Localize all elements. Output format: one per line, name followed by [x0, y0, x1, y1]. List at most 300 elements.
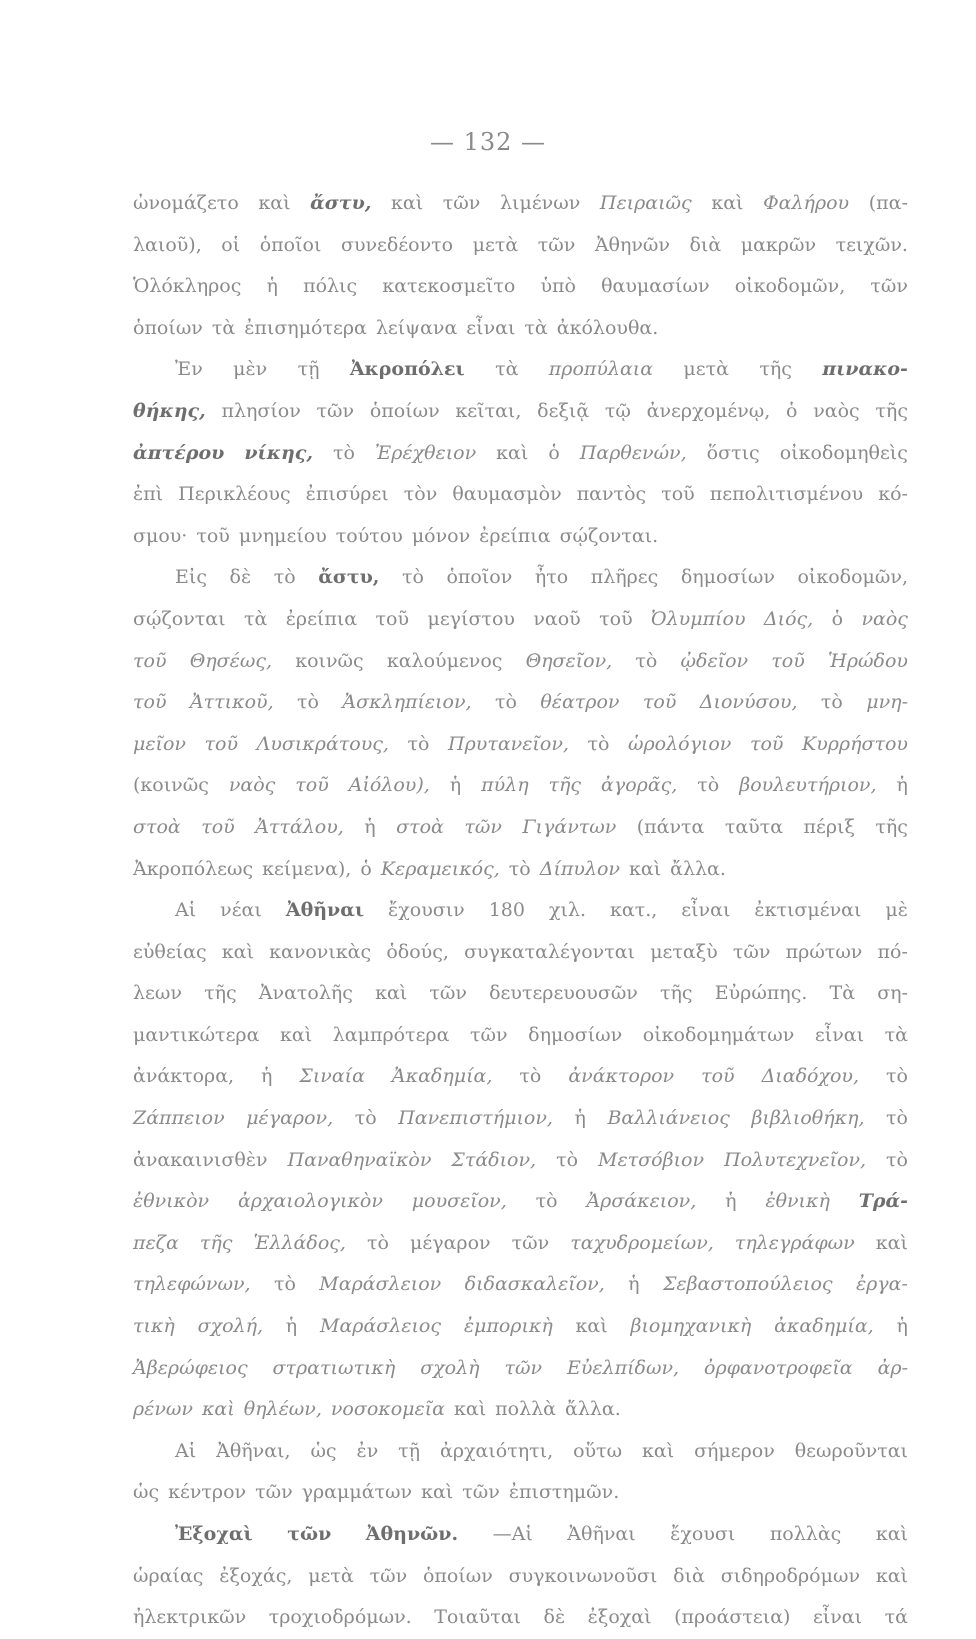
word: ἐρείπια — [479, 524, 551, 547]
word: ἐπὶ — [133, 483, 164, 506]
word: τῆς — [875, 815, 908, 838]
word: Φαλήρου — [763, 192, 850, 214]
word: διδασκαλεῖον, — [464, 1273, 605, 1296]
word: καὶ — [201, 1398, 235, 1421]
word: Ἀθηνῶν — [594, 233, 670, 256]
word: κέντρον — [168, 1481, 247, 1504]
word: ὡς — [310, 1439, 337, 1462]
word: οἰκοδομημάτων — [642, 1023, 795, 1046]
word: τῇ — [297, 358, 320, 381]
word: Τὰ — [829, 982, 856, 1005]
word: σχολὴ — [420, 1356, 480, 1379]
text-line — [133, 1181, 908, 1223]
word: ὑπὸ — [540, 275, 576, 298]
word: τικὴ — [133, 1315, 175, 1338]
word: τὸ — [354, 1107, 377, 1130]
word: μέγαρον — [410, 1231, 491, 1254]
word: τῆς — [204, 982, 237, 1005]
word: Δίπυλον — [539, 857, 620, 880]
word: καὶ — [628, 857, 662, 880]
word: καὶ — [391, 192, 424, 214]
word: Θησέως, — [189, 649, 273, 672]
word: βουλευτήριον, — [739, 774, 877, 797]
word: ἄστυ, — [318, 566, 380, 589]
text-line — [133, 391, 908, 433]
word: τὸ — [886, 1148, 908, 1171]
word: ὁ — [548, 441, 560, 464]
word: τὸ — [273, 1273, 296, 1296]
word: στοὰ — [396, 815, 444, 838]
word: μόνον — [411, 524, 471, 547]
word: Ἐν — [175, 358, 203, 381]
word: τροχιοδρόμων. — [268, 1606, 412, 1629]
word: τῆς — [548, 774, 582, 797]
word: τῶν — [255, 1481, 293, 1504]
word: συγκαταλέγονται — [464, 940, 636, 963]
word: καὶ — [575, 1315, 608, 1338]
word: Κυρρήστου — [802, 732, 908, 755]
word: ἠλεκτρικῶν — [133, 1606, 247, 1629]
word: τῶν — [504, 1356, 543, 1379]
word: τῇ — [398, 1439, 421, 1462]
word: τῆς — [660, 982, 693, 1005]
text-line — [133, 557, 908, 599]
word: ἡ — [574, 1107, 586, 1130]
word: ὡρολόγιον — [627, 732, 732, 755]
word: τοῦ — [133, 691, 167, 714]
word: τὸ — [556, 1148, 579, 1171]
text-line — [133, 1514, 908, 1556]
word: τὸ — [297, 691, 319, 714]
word: 180 — [488, 899, 525, 922]
word: δὲ — [543, 1606, 566, 1629]
word: τῷ — [604, 399, 631, 422]
word: τὸ — [508, 857, 531, 880]
word: τὸ — [273, 566, 296, 589]
word: πλῆρες — [590, 566, 659, 589]
word: Ἀκροπόλει — [349, 358, 465, 381]
word: ἡ — [449, 774, 462, 797]
word: σῴζονται. — [559, 524, 659, 547]
word: Τρά- — [858, 1190, 908, 1213]
word: στρατιωτικὴ — [272, 1356, 396, 1379]
text-line — [133, 1140, 908, 1182]
text-line — [133, 1223, 908, 1265]
word: ρένων — [133, 1398, 193, 1421]
text-line — [133, 1015, 908, 1057]
word: ἐξοχαὶ — [587, 1606, 652, 1629]
word: μὲ — [885, 899, 908, 922]
word: οἱ — [221, 233, 241, 256]
word: Μαράσλειον — [319, 1273, 442, 1296]
page-number: — 132 — — [429, 128, 547, 156]
word: καὶ — [641, 1439, 675, 1462]
word: Κεραμεικός, — [380, 857, 500, 880]
word: Ὁλόκληρος — [133, 275, 242, 298]
word: Ἐρέχθειον — [374, 441, 477, 464]
word: ὁποῖον — [446, 566, 513, 589]
word: τῶν — [369, 1564, 408, 1587]
word: λαιοῦ), — [133, 233, 202, 256]
word: δεξιᾷ — [537, 399, 590, 422]
page-body-text — [133, 183, 908, 1639]
word: ἡ — [896, 774, 908, 797]
word: Ζάππειον — [133, 1107, 225, 1130]
word: καὶ — [280, 1023, 313, 1046]
text-line — [133, 682, 908, 724]
word: μνη- — [866, 691, 908, 714]
word: καὶ — [875, 1523, 908, 1545]
word: παντὸς — [576, 483, 647, 506]
word: τῶν — [469, 1023, 508, 1046]
word: ἐθνικὸν — [133, 1190, 210, 1213]
word: τῶν — [462, 1481, 500, 1504]
word: καλούμενος — [386, 649, 503, 672]
word: τὸ — [885, 1065, 908, 1088]
word: καὶ — [875, 1564, 908, 1587]
word: Αἰόλου), — [348, 774, 430, 797]
word: καὶ — [421, 1481, 454, 1504]
word: τῶν — [287, 1523, 332, 1545]
word: σήμερον — [694, 1439, 775, 1462]
word: καὶ — [221, 940, 254, 963]
word: τὸ — [333, 441, 355, 464]
word: Εὐελπίδων, — [566, 1356, 680, 1379]
word: νέαι — [220, 899, 262, 922]
text-line — [133, 1472, 908, 1514]
word: κατεκοσμεῖτο — [382, 275, 516, 298]
word: ἦτο — [534, 566, 569, 589]
word: Ἀθηνῶν. — [365, 1523, 459, 1545]
word: λιμένων — [499, 192, 581, 214]
word: μουσεῖον, — [411, 1190, 507, 1213]
word: τὸ — [635, 649, 658, 672]
word: πέριξ — [803, 815, 855, 838]
word: ἐμπορικὴ — [463, 1315, 553, 1338]
word: Θησεῖον, — [525, 649, 613, 672]
word: Μαράσλειος — [319, 1315, 442, 1338]
word: τειχῶν. — [835, 233, 908, 256]
text-line — [133, 849, 908, 891]
word: ἐκτισμέναι — [754, 899, 862, 922]
word: ἀπτέρου — [133, 441, 225, 464]
word: ὀρφανοτροφεῖα — [704, 1356, 853, 1379]
word: νοσοκομεῖα — [330, 1398, 445, 1421]
word: ἀρχαιολογικὸν — [237, 1190, 383, 1213]
word: ἀγορᾶς, — [601, 774, 678, 797]
word: τῶν — [464, 815, 502, 838]
word: πύλη — [481, 774, 529, 797]
word: Πειραιῶς — [599, 192, 692, 214]
word: ὁ — [831, 607, 844, 630]
word: τῶν — [442, 192, 481, 214]
word: Διαδόχου, — [761, 1065, 859, 1088]
word: οἰκοδομῶν, — [734, 275, 846, 298]
word: Γιγάντων — [522, 815, 617, 838]
word: ναὸς — [861, 607, 908, 630]
text-line — [133, 1556, 908, 1598]
word: ἀρ- — [877, 1356, 908, 1379]
word: ὁποίων — [422, 1564, 493, 1587]
text-line — [133, 1264, 908, 1306]
word: ὡς — [133, 1481, 160, 1504]
word: κείμενα), — [262, 857, 352, 880]
word: ἡ — [261, 1065, 273, 1088]
word: βιομηχανικὴ — [630, 1315, 752, 1338]
word: ἐπιστημῶν. — [508, 1481, 620, 1504]
word: θηλέων, — [243, 1398, 322, 1421]
word: ἐπισύρει — [305, 483, 389, 506]
word: ἡ — [285, 1315, 298, 1338]
word: ἀρχαιότητι, — [440, 1439, 554, 1462]
word: ναὸς — [813, 399, 860, 422]
word: πολλὰς — [769, 1523, 842, 1545]
word: τὸ — [367, 1231, 389, 1254]
word: ἐργα- — [855, 1273, 908, 1296]
word: Ἑλλάδος, — [253, 1231, 346, 1254]
text-line — [133, 1348, 908, 1390]
word: τῆς — [875, 399, 908, 422]
word: τοῦ — [749, 732, 784, 755]
text-line — [133, 433, 908, 475]
word: Εἰς — [175, 566, 207, 589]
text-line — [133, 225, 908, 267]
word: Παναθηναϊκὸν — [287, 1148, 432, 1171]
word: τὸ — [587, 732, 610, 755]
word: ὡραίας — [133, 1564, 204, 1587]
word: μαντικώτερα — [133, 1023, 260, 1046]
word: νίκης, — [244, 441, 313, 464]
word: ᾠδεῖον — [680, 649, 749, 672]
word: Παρθενών, — [579, 441, 687, 464]
word: λαμπρότερα — [332, 1023, 450, 1046]
word: Ἀττικοῦ, — [189, 691, 274, 714]
word: πό- — [877, 940, 908, 963]
word: τῶν — [429, 982, 467, 1005]
word: Ἀττάλου, — [255, 815, 344, 838]
word: σιδηροδρόμων — [720, 1564, 860, 1587]
word: Πρυτανεῖον, — [448, 732, 569, 755]
word: θεωροῦνται — [794, 1439, 908, 1462]
text-line — [133, 349, 908, 391]
word: εἶναι — [814, 1023, 865, 1046]
word: κεῖται, — [455, 399, 522, 422]
word: ἄλλα. — [565, 1398, 621, 1421]
word: μεταξὺ — [650, 940, 718, 963]
word: Ἀθῆναι — [567, 1523, 636, 1545]
word: τὰ — [211, 316, 236, 339]
word: τὰ — [243, 607, 268, 630]
word: ὁ — [360, 857, 372, 880]
word: ὠνομάζετο — [133, 192, 239, 214]
word: Σιναία — [299, 1065, 365, 1088]
text-line — [133, 1306, 908, 1348]
text-line — [133, 1389, 908, 1431]
word: τοῦ — [599, 607, 633, 630]
word: τοῦ — [701, 1065, 735, 1088]
word: ἡ — [628, 1273, 640, 1296]
word: ὁποίων — [133, 316, 203, 339]
word: μνημείου — [238, 524, 327, 547]
word: Βαλλιάνειος — [607, 1107, 730, 1130]
word: τὸ — [519, 1065, 542, 1088]
word: μὲν — [233, 358, 268, 381]
word: τὸ — [697, 774, 720, 797]
word: Ἀθῆναι, — [216, 1439, 291, 1462]
word: θέατρον — [540, 691, 620, 714]
text-line — [133, 599, 908, 641]
word: τά — [884, 1606, 908, 1629]
word: οὕτω — [573, 1439, 623, 1462]
word: Εὐρώπης. — [714, 982, 808, 1005]
text-line — [133, 641, 908, 683]
word: —Αἱ — [492, 1523, 533, 1545]
word: τὸ — [535, 1190, 558, 1213]
word: εἶναι — [812, 1606, 863, 1629]
word: δευτερευουσῶν — [489, 982, 638, 1005]
word: Ἀνατολῆς — [258, 982, 353, 1005]
word: τοῦ — [133, 649, 167, 672]
word: κανονικὰς — [269, 940, 372, 963]
word: Διός, — [763, 607, 814, 630]
word: πλησίον — [221, 399, 301, 422]
word: τὸ — [401, 566, 424, 589]
word: θήκης, — [133, 399, 206, 422]
word: χιλ. — [548, 899, 586, 922]
word: ἀνακαινισθὲν — [133, 1148, 268, 1171]
word: τούτου — [335, 524, 403, 547]
text-line — [133, 1597, 908, 1639]
word: σῴζονται — [133, 607, 226, 630]
word: κατ., — [609, 899, 658, 922]
word: ναοῦ — [533, 607, 581, 630]
word: τῆς — [759, 358, 792, 381]
word: Ὀλυμπίου — [651, 607, 746, 630]
word: σμου· — [133, 524, 188, 547]
word: ὁποῖοι — [259, 233, 322, 256]
word: διὰ — [689, 233, 722, 256]
word: ση- — [877, 982, 908, 1005]
word: τῶν — [537, 233, 576, 256]
word: οἰκοδομῶν, — [797, 566, 908, 589]
word: εἶναι — [466, 316, 516, 339]
word: Ἀβερώφειος — [133, 1356, 248, 1379]
word: Αἱ — [175, 899, 197, 922]
word: τοῦ — [196, 524, 230, 547]
word: πρώτων — [785, 940, 863, 963]
text-line — [133, 932, 908, 974]
text-line — [133, 1056, 908, 1098]
word: οἰκοδομηθεὶς — [779, 441, 908, 464]
word: Σεβαστοπούλειος — [662, 1273, 833, 1296]
word: ἀκαδημία, — [774, 1315, 874, 1338]
word: ἐξοχάς, — [219, 1564, 293, 1587]
word: (πα- — [868, 192, 908, 214]
word: τὸν — [403, 483, 438, 506]
word: Διονύσου, — [699, 691, 798, 714]
word: μακρῶν — [740, 233, 817, 256]
word: σχολή, — [197, 1315, 263, 1338]
word: τῶν — [511, 1231, 550, 1254]
word: (κοινῶς — [133, 774, 209, 797]
word: ἄλλα. — [670, 857, 726, 880]
word: Ἀρσάκειον, — [586, 1190, 697, 1213]
word: πολλὰ — [495, 1398, 556, 1421]
word: ὁδούς, — [386, 940, 449, 963]
word: τὰ — [524, 316, 548, 339]
text-line — [133, 183, 908, 225]
word: τῶν — [316, 399, 355, 422]
word: Ἀσκληπίειον, — [342, 691, 472, 714]
word: μετὰ — [683, 358, 729, 381]
word: τηλεγράφων — [734, 1231, 855, 1254]
text-line — [133, 724, 908, 766]
word: λεων — [133, 982, 182, 1005]
word: πόλις — [303, 275, 358, 298]
word: διὰ — [673, 1564, 705, 1587]
word: δημοσίων — [528, 1023, 623, 1046]
text-line — [133, 807, 908, 849]
word: θαυμασμὸν — [452, 483, 562, 506]
word: κό- — [878, 483, 908, 506]
word: στοὰ — [133, 815, 181, 838]
word: τῶν — [732, 940, 771, 963]
word: καὶ — [375, 982, 408, 1005]
word: (πάντα — [636, 815, 705, 838]
word: τοῦ — [375, 607, 410, 630]
word: τὸ — [407, 732, 430, 755]
text-line — [133, 1098, 908, 1140]
word: τῶν — [870, 275, 908, 298]
word: πινακο- — [822, 358, 908, 381]
word: Αἱ — [175, 1439, 197, 1462]
word: ἔχουσι — [670, 1523, 736, 1545]
word: ἡ — [266, 275, 278, 298]
word: ἄστυ, — [310, 192, 372, 214]
word: Ἡρώδου — [828, 649, 908, 672]
word: ὅστις — [706, 441, 760, 464]
word: καὶ — [454, 1398, 487, 1421]
word: πεπολιτισμένου — [709, 483, 864, 506]
word: ἀκόλουθα. — [556, 316, 659, 339]
word: καὶ — [496, 441, 529, 464]
word: ταχυδρομείων, — [570, 1231, 714, 1254]
word: ὁποίων — [369, 399, 440, 422]
word: Περικλέους — [178, 483, 291, 506]
word: ἀνερχομένῳ, — [646, 399, 771, 422]
word: τὰ — [495, 358, 519, 381]
word: κοινῶς — [295, 649, 364, 672]
word: ἡ — [896, 1315, 908, 1338]
word: ἡ — [725, 1190, 737, 1213]
word: εὐθείας — [133, 940, 207, 963]
word: δὲ — [229, 566, 252, 589]
word: πεζα — [133, 1231, 179, 1254]
word: ταῦτα — [724, 815, 784, 838]
text-line — [133, 1431, 908, 1473]
word: τοῦ — [642, 691, 677, 714]
word: Ἀθῆναι — [285, 899, 365, 922]
word: ἡ — [364, 815, 376, 838]
word: συγκοινωνοῦσι — [508, 1564, 658, 1587]
word: ἀνάκτορον — [568, 1065, 675, 1088]
word: λείψανα — [375, 316, 458, 339]
word: θαυμασίων — [601, 275, 710, 298]
word: ὁ — [786, 399, 798, 422]
word: Πανεπιστήμιον, — [398, 1107, 553, 1130]
word: γραμμάτων — [301, 1481, 413, 1504]
word: τὸ — [820, 691, 843, 714]
